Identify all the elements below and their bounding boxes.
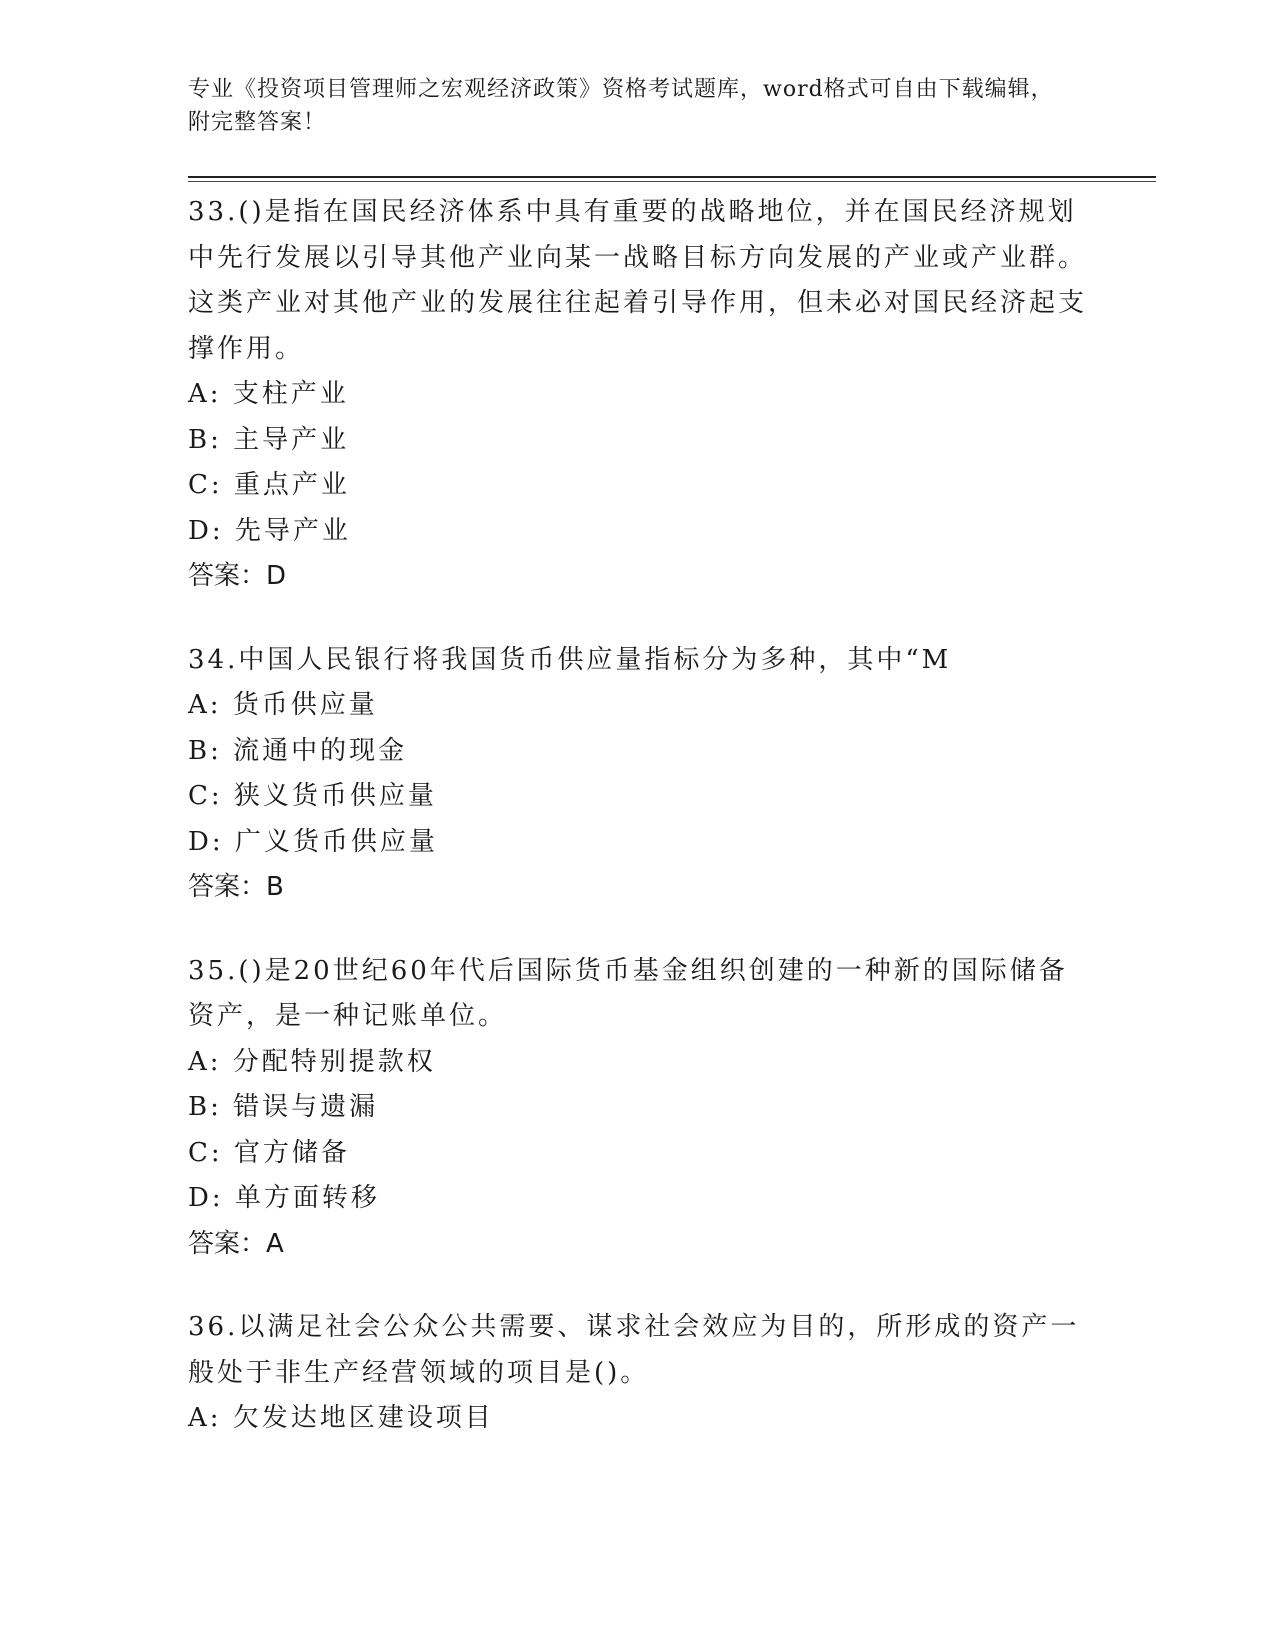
option-a: A: 货币供应量 [188, 690, 378, 720]
answer-line: 答案：D [188, 561, 287, 591]
question-36 [188, 1305, 1088, 1442]
option-c: C: 狭义货币供应量 [188, 781, 437, 811]
answer-line: 答案：B [188, 872, 284, 902]
question-list [188, 190, 1088, 1480]
answer-line: 答案：A [188, 1228, 284, 1259]
option-b: B: 流通中的现金 [188, 735, 408, 766]
option-d: D: 先导产业 [188, 515, 351, 546]
question-stem: 34.中国人民银行将我国货币供应量指标分为多种，其中“M [188, 644, 952, 675]
document-header: 专业《投资项目管理师之宏观经济政策》资格考试题库，word格式可自由下载编辑，附完整答案！ [188, 77, 1054, 135]
option-d: D: 单方面转移 [188, 1183, 380, 1213]
question-stem: 33.()是指在国民经济体系中具有重要的战略地位，并在国民经济规划中先行发展以引导其他产业向某一战略目标方向发展的产业或产业群。这类产业对其他产业的发展往往起着引导作用，但未必对国民经济起支撑作用。 [188, 197, 1088, 364]
question-stem: 35.()是20世纪60年代后国际货币基金组织创建的一种新的国际储备资产，是一种记账单位。 [188, 955, 1068, 1031]
option-c: C: 重点产业 [188, 470, 350, 500]
question-stem: 36.以满足社会公众公共需要、谋求社会效应为目的，所形成的资产一般处于非生产经营领域的项目是()。 [188, 1312, 1080, 1388]
option-a: A: 支柱产业 [188, 379, 349, 409]
question-33 [188, 190, 1088, 600]
option-a: A: 欠发达地区建设项目 [188, 1403, 494, 1433]
option-b: B: 主导产业 [188, 424, 350, 455]
option-b: B: 错误与遗漏 [188, 1092, 379, 1122]
question-35 [188, 949, 1088, 1268]
option-c: C: 官方储备 [188, 1137, 350, 1168]
header-divider-thin [188, 181, 1156, 182]
question-34 [188, 638, 1088, 911]
option-a: A: 分配特别提款权 [188, 1046, 436, 1077]
option-d: D: 广义货币供应量 [188, 826, 438, 857]
header-divider-thick [188, 176, 1156, 178]
